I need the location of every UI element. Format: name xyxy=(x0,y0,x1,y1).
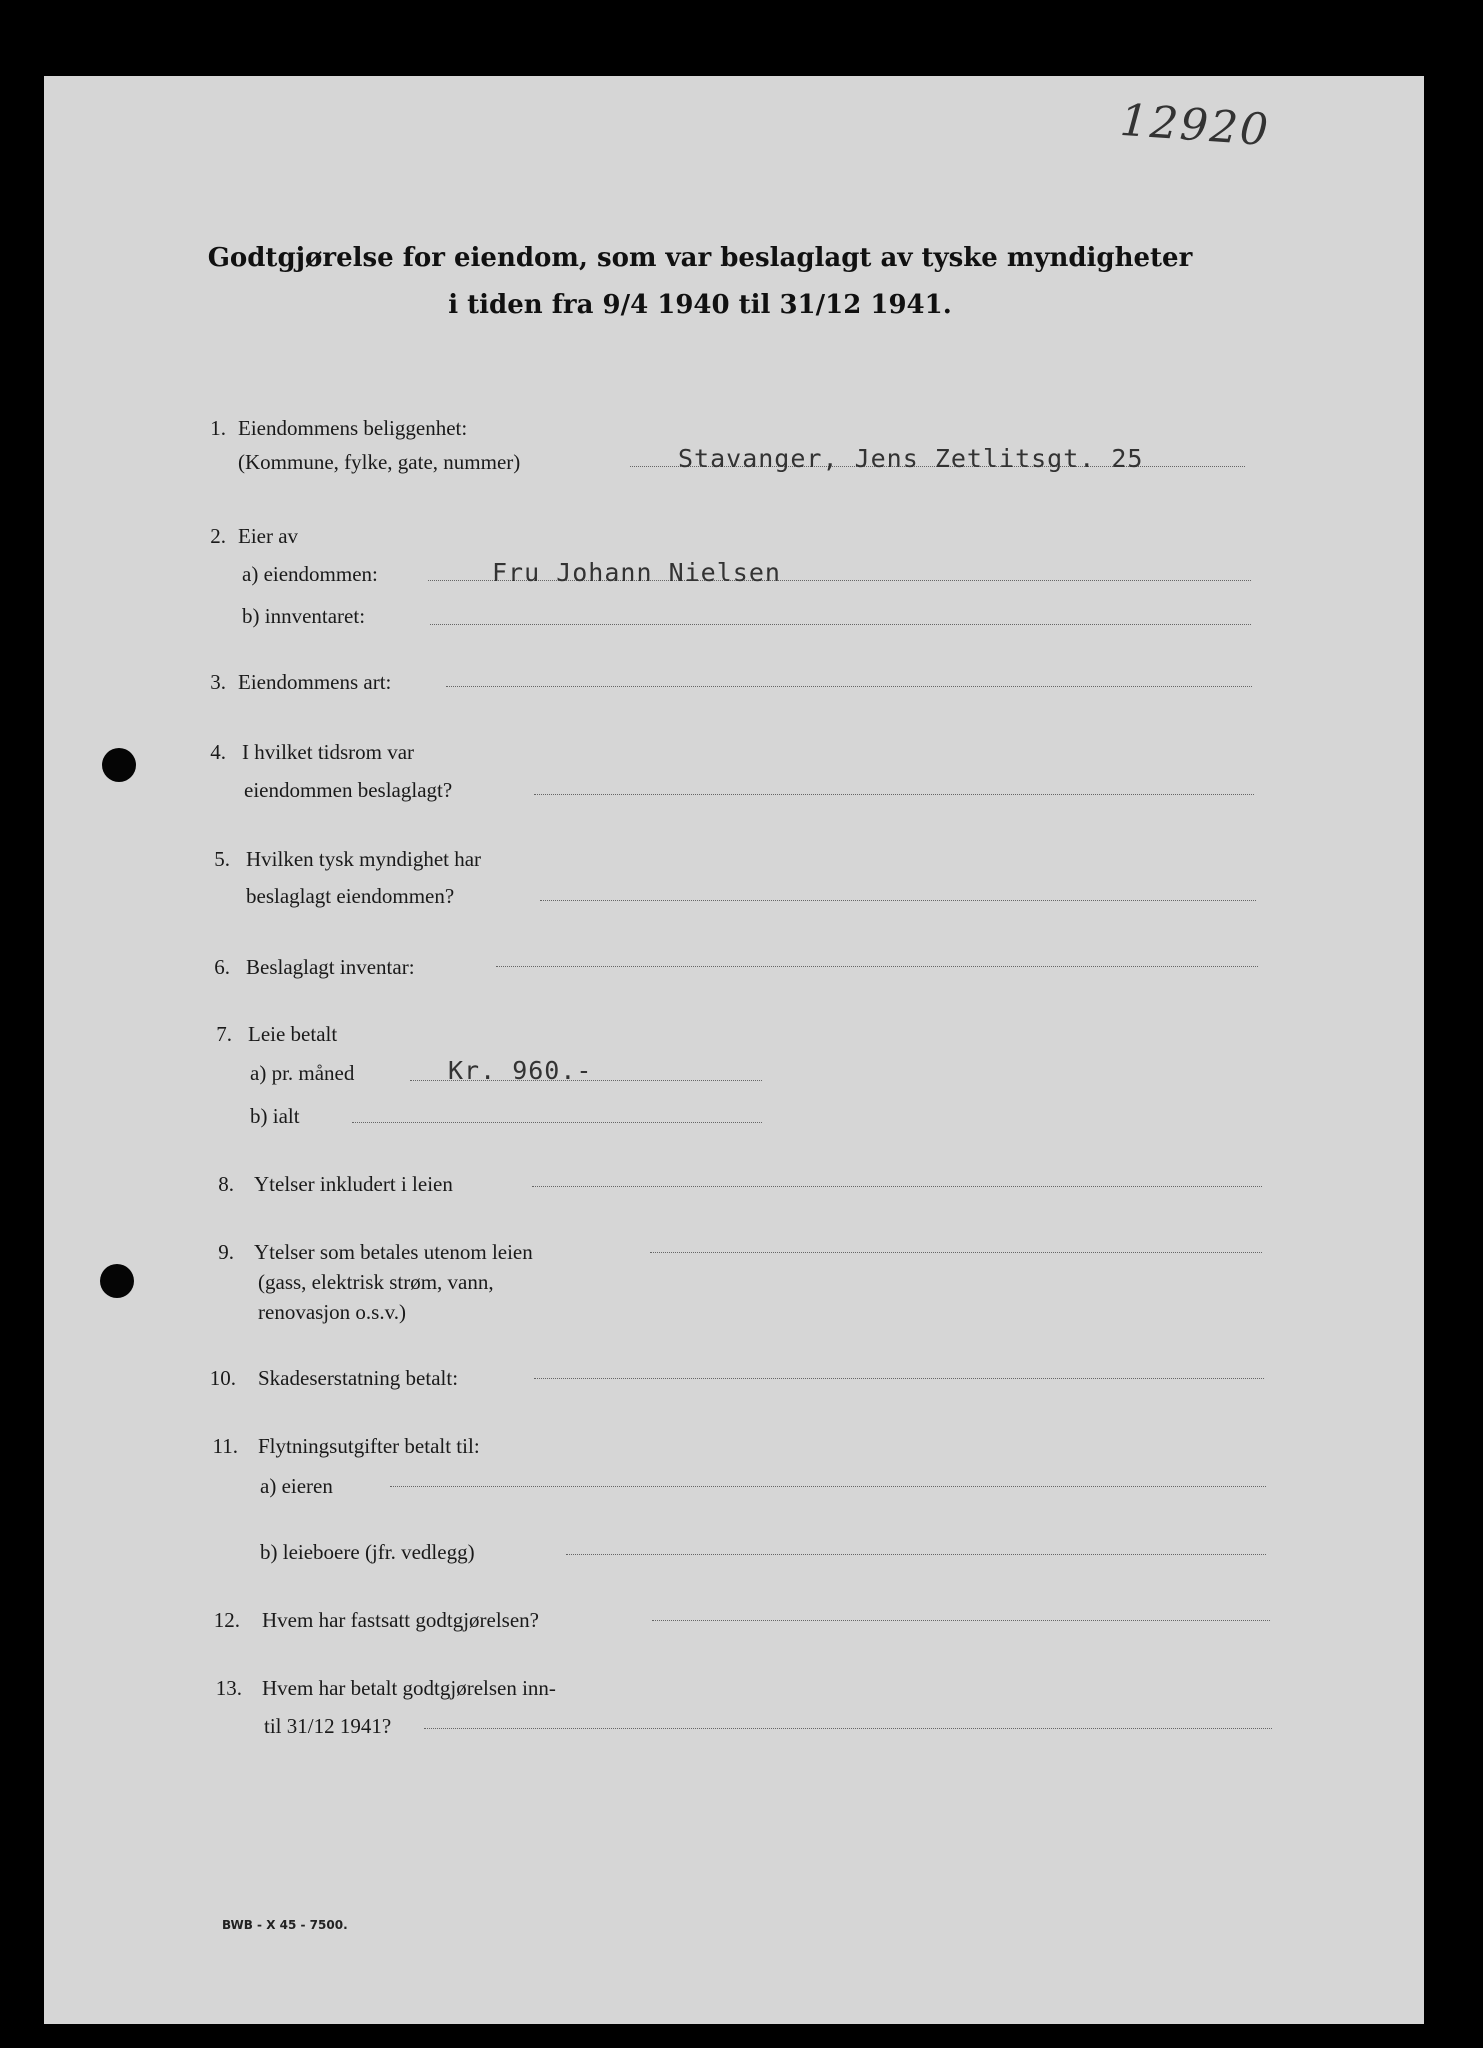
q7-label: Leie betalt xyxy=(248,1022,338,1046)
q9-label: Ytelser som betales utenom leien xyxy=(254,1240,533,1264)
q2-number: 2. xyxy=(210,524,226,548)
q11a-line[interactable] xyxy=(390,1486,1266,1487)
q9-sublabel: (gass, elektrisk strøm, vann, xyxy=(258,1270,494,1294)
q1-value[interactable]: Stavanger, Jens Zetlitsgt. 25 xyxy=(678,444,1144,473)
handwritten-archive-number: 12920 xyxy=(1118,94,1272,157)
q11b-line[interactable] xyxy=(566,1554,1266,1555)
q12-number: 12. xyxy=(213,1608,240,1632)
q12-line[interactable] xyxy=(652,1620,1270,1621)
q13-line[interactable] xyxy=(424,1728,1272,1729)
q5-line[interactable] xyxy=(540,900,1256,901)
q7a-label: a) pr. måned xyxy=(250,1061,355,1085)
q8-label: Ytelser inkludert i leien xyxy=(254,1172,453,1196)
q8-line[interactable] xyxy=(532,1186,1262,1187)
q9-number: 9. xyxy=(218,1240,234,1264)
q6-label: Beslaglagt inventar: xyxy=(246,955,415,979)
q4-number: 4. xyxy=(210,740,226,764)
q2b-line[interactable] xyxy=(430,624,1251,625)
q10-line[interactable] xyxy=(534,1378,1264,1379)
q13-label: Hvem har betalt godtgjørelsen inn- xyxy=(262,1676,556,1700)
q9-sublabel2: renovasjon o.s.v.) xyxy=(258,1300,406,1324)
form-page xyxy=(44,76,1424,2024)
q4-line[interactable] xyxy=(534,794,1254,795)
q9-line[interactable] xyxy=(650,1252,1262,1253)
q7a-value[interactable]: Kr. 960.- xyxy=(448,1056,593,1085)
q2a-label: a) eiendommen: xyxy=(242,562,378,586)
print-code: BWB - X 45 - 7500. xyxy=(222,1918,348,1932)
q11-label: Flytningsutgifter betalt til: xyxy=(258,1434,480,1458)
q4-label: I hvilket tidsrom var xyxy=(242,740,415,764)
q10-label: Skadeserstatning betalt: xyxy=(258,1366,459,1390)
q1-sublabel: (Kommune, fylke, gate, nummer) xyxy=(238,450,521,474)
q6-line[interactable] xyxy=(496,966,1258,967)
q5-label: Hvilken tysk myndighet har xyxy=(246,847,482,871)
q11a-label: a) eieren xyxy=(260,1474,333,1498)
q5-sublabel: beslaglagt eiendommen? xyxy=(246,884,455,908)
q13-number: 13. xyxy=(215,1676,242,1700)
q3-line[interactable] xyxy=(446,686,1252,687)
q3-label: Eiendommens art: xyxy=(238,670,392,694)
q2a-value[interactable]: Fru Johann Nielsen xyxy=(492,558,781,587)
q11b-label: b) leieboere (jfr. vedlegg) xyxy=(260,1540,475,1564)
q1-label: Eiendommens beliggenhet: xyxy=(238,416,468,440)
q1-number: 1. xyxy=(210,416,226,440)
q2-label: Eier av xyxy=(238,524,299,548)
q4-sublabel: eiendommen beslaglagt? xyxy=(244,778,453,802)
q13-sublabel: til 31/12 1941? xyxy=(264,1714,392,1738)
q6-number: 6. xyxy=(214,955,230,979)
q7b-line[interactable] xyxy=(352,1122,762,1123)
punch-hole-top xyxy=(102,748,136,782)
form-title-line2: i tiden fra 9/4 1940 til 31/12 1941. xyxy=(448,290,952,320)
form-title-line1: Godtgjørelse for eiendom, som var beslaglagt av tyske myndigheter xyxy=(207,243,1193,273)
punch-hole-bottom xyxy=(100,1264,134,1298)
q2b-label: b) innventaret: xyxy=(242,604,366,628)
q8-number: 8. xyxy=(218,1172,234,1196)
q3-number: 3. xyxy=(210,670,226,694)
q12-label: Hvem har fastsatt godtgjørelsen? xyxy=(262,1608,539,1632)
q11-number: 11. xyxy=(212,1434,238,1458)
q10-number: 10. xyxy=(209,1366,236,1390)
q7b-label: b) ialt xyxy=(250,1104,300,1128)
q7-number: 7. xyxy=(216,1022,232,1046)
q5-number: 5. xyxy=(214,847,230,871)
